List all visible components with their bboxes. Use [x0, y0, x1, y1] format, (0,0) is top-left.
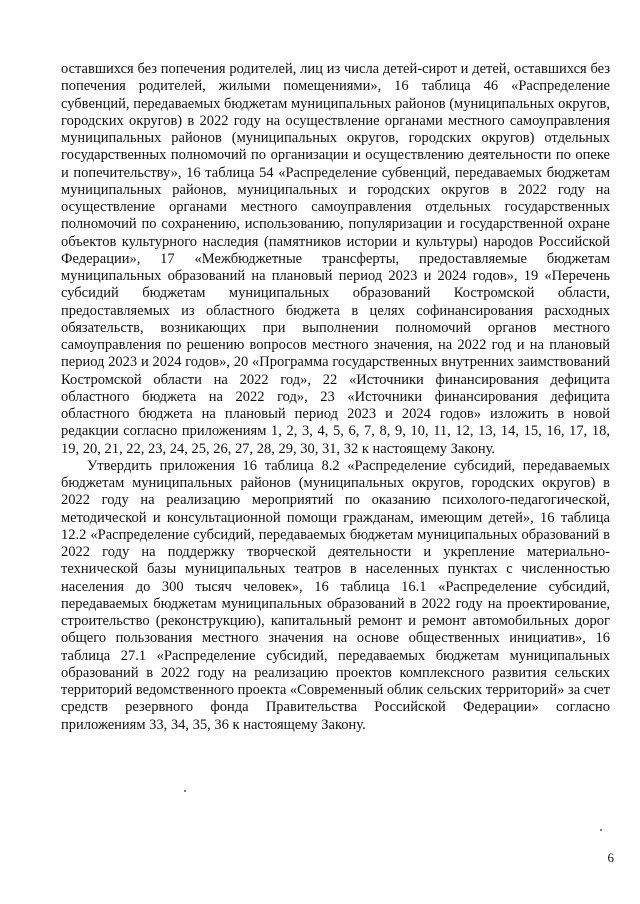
- scan-speck: [600, 829, 602, 831]
- scan-speck: [184, 790, 186, 792]
- paragraph-continuation: оставшихся без попечения родителей, лиц из числа детей-сирот и детей, оставшихся без попечения родителей, жилыми помещениями», 16 таблица 46 «Распределение субвенций, передаваемых бюджетам муниципальных районов (муниципальных округов, городских округов) в 2022 году на осуществление органами местного самоуправления муниципальных районов (муниципальных округов, городских округов) отдельных государственных полномочий по организации и осуществлению деятельности по опеке и попечительству», 16 таблица 54 «Распределение субвенций, передаваемых бюджетам муниципальных районов, муниципальных и городских округов в 2022 году на осуществление органами местного самоуправления отдельных государственных полномочий по сохранению, использованию, популяризации и государственной охране объектов культурного наследия (памятников истории и культуры) народов Российской Федерации», 17 «Межбюджетные трансферты, предоставляемые бюджетам муниципальных образований на плановый период 2023 и 2024 годов», 19 «Перечень субсидий бюджетам муниципальных образований Костромской области, предоставляемых из областного бюджета в целях софинансирования расходных обязательств, возникающих при выполнении полномочий органов местного самоуправления по решению вопросов местного значения, на 2022 год и на плановый период 2023 и 2024 годов», 20 «Программа государственных внутренних заимствований Костромской области на 2022 год», 22 «Источники финансирования дефицита областного бюджета на 2022 год», 23 «Источники финансирования дефицита областного бюджета на плановый период 2023 и 2024 годов» изложить в новой редакции согласно приложениям 1, 2, 3, 4, 5, 6, 7, 8, 9, 10, 11, 12, 13, 14, 15, 16, 17, 18, 19, 20, 21, 22, 23, 24, 25, 26, 27, 28, 29, 30, 31, 32 к настоящему Закону.: [61, 61, 610, 457]
- document-body: [61, 61, 610, 734]
- page-number: 6: [607, 850, 614, 865]
- paragraph-approve-appendices: Утвердить приложения 16 таблица 8.2 «Распределение субсидий, передаваемых бюджетам муниципальных районов (муниципальных округов, городских округов) в 2022 году на реализацию мероприятий по оказанию психолого-педагогической, методической и консультационной помощи гражданам, имеющим детей», 16 таблица 12.2 «Распределение субсидий, передаваемых бюджетам муниципальных образований в 2022 году на поддержку творческой деятельности и укрепление материально-технической базы муниципальных театров в населенных пунктах с численностью населения до 300 тысяч человек», 16 таблица 16.1 «Распределение субсидий, передаваемых бюджетам муниципальных образований в 2022 году на проектирование, строительство (реконструкцию), капитальный ремонт и ремонт автомобильных дорог общего пользования местного значения на основе общественных инициатив», 16 таблица 27.1 «Распределение субсидий, передаваемых бюджетам муниципальных образований в 2022 году на реализацию проектов комплексного развития сельских территорий ведомственного проекта «Современный облик сельских территорий» за счет средств резервного фонда Правительства Российской Федерации» согласно приложениям 33, 34, 35, 36 к настоящему Закону.: [61, 457, 610, 733]
